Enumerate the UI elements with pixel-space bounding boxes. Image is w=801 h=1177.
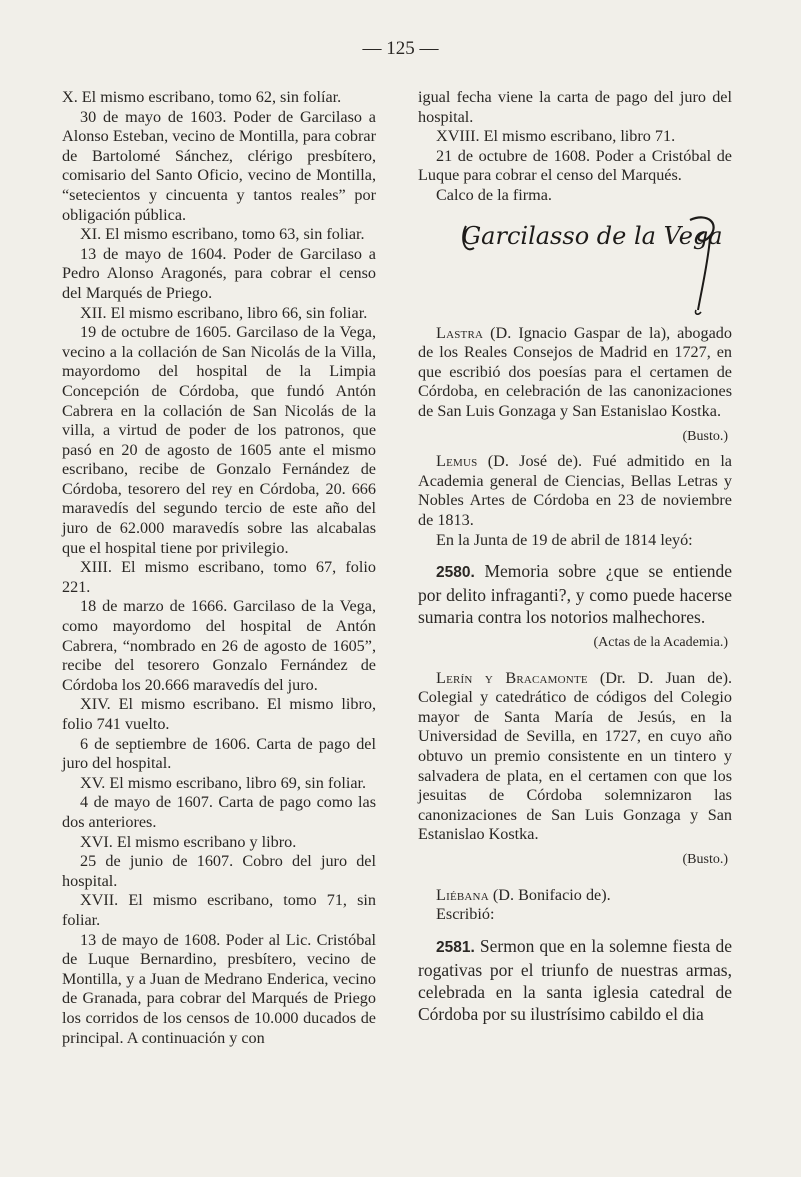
paragraph: 13 de mayo de 1604. Poder de Garcilaso a Pedro Alonso Aragonés, para cobrar el censo del Marqués de Priego. xyxy=(62,244,376,302)
paragraph: 18 de marzo de 1666. Garcilaso de la Vega, como mayordomo del hospital de Antón Cabrera, “nombrado en 26 de agosto de 1605”, recibe del tesorero Gonzalo Fernández de Córdoba los 20.666 maravedís del juro. xyxy=(62,597,376,694)
entry-liebana: Liébana (D. Bonifacio de). xyxy=(436,885,611,904)
paragraph: 4 de mayo de 1607. Carta de pago como las dos anteriores. xyxy=(62,793,376,831)
paragraph: 19 de octubre de 1605. Garcilaso de la Vega, vecino a la collación de San Nicolás de la Villa, mayordomo del hospital de la Limpia Concepción de Córdoba, que fundó Antón Cabrera en la collación de San Nicolás de la villa, a virtud de poder de los patronos, que pasó en 20 de agosto de 1605 ante el mismo escribano, recibe de Gonzalo Fernández de Córdoba, tesorero del rey en Córdoba, 20. 666 maravedís del segundo tercio de este año del juro de 62.000 maravedís sobre las alcabalas que el hospital tiene por privilegio. xyxy=(62,323,376,557)
entry-2581: 2581. Sermon que en la solemne fiesta de rogativas por el triunfo de nuestras armas, celebrada en la santa iglesia catedral de Córdoba por su ilustrísimo cabildo el dia xyxy=(418,935,732,1024)
author-name: Liébana xyxy=(436,885,489,904)
entry-lemus: Lemus (D. José de). Fué admitido en la Academia general de Ciencias, Bellas Letras y Nobles Artes de Córdoba en 23 de noviembre de 1813. xyxy=(418,452,732,529)
paragraph: XIV. El mismo escribano. El mismo libro, folio 741 vuelto. xyxy=(62,695,376,733)
paragraph: 13 de mayo de 1608. Poder al Lic. Cristóbal de Luque Bernardino, presbítero, vecino de Montilla, y a Juan de Medrano Enderica, vecino de Granada, para cobrar del Marqués de Priego los corridos de los censos de 10.000 ducados de principal. A continuación y con xyxy=(62,930,376,1047)
signature-tracing xyxy=(418,210,732,318)
paragraph: XIII. El mismo escribano, tomo 67, folio 221. xyxy=(62,558,376,596)
entry-2580: 2580. Memoria sobre ¿que se entiende por delito infraganti?, y como puede hacerse sumaria contra los notorios malhechores. xyxy=(418,561,732,628)
author-name: Lemus xyxy=(436,452,478,471)
paragraph: XVI. El mismo escribano y libro. xyxy=(80,832,297,851)
signature-drawing xyxy=(458,210,738,318)
paragraph: XII. El mismo escribano, libro 66, sin foliar. xyxy=(80,303,368,322)
paragraph: XVIII. El mismo escribano, libro 71. xyxy=(436,127,676,146)
entry-number: 2580. xyxy=(436,564,475,582)
author-name: Lerín y Bracamonte xyxy=(436,668,588,687)
svg-text:Garcilasso de la Vega: Garcilasso de la Vega xyxy=(462,221,723,250)
source-note: (Actas de la Academia.) xyxy=(593,635,728,651)
entry-lerin: Lerín y Bracamonte (Dr. D. Juan de). Colegial y catedrático de códigos del Colegio mayor de Santa María de Jesús, en la Universidad de Sevilla, en 1727, en cuyo año obtuvo un premio consistente en un tintero y salvadera de plata, en el certamen con que los jesuitas de Córdoba solemnizaron las canonizaciones de San Luis Gonzaga y San Estanislao Kostka. xyxy=(418,668,733,844)
paragraph: igual fecha viene la carta de pago del juro del hospital. xyxy=(418,88,732,126)
paragraph: XV. El mismo escribano, libro 69, sin foliar. xyxy=(80,773,367,792)
paragraph: Escribió: xyxy=(436,905,495,924)
author-name: Lastra xyxy=(436,323,484,342)
paragraph: 30 de mayo de 1603. Poder de Garcilaso a Alonso Esteban, vecino de Montilla, para cobrar de Bartolomé Sánchez, clérigo presbítero, comisario del Santo Oficio, vecino de Montilla, “setecientos y cincuenta y tantos reales” por obligación pública. xyxy=(62,107,376,224)
source-note: (Busto.) xyxy=(682,428,728,444)
entry-lastra: Lastra (D. Ignacio Gaspar de la), abogado de los Reales Consejos de Madrid en 1727, en que escribió dos poesías para el certamen de Córdoba, en celebración de las canonizaciones de San Luis Gonzaga y San Estanislao Kostka. xyxy=(418,323,732,420)
paragraph: XI. El mismo escribano, tomo 63, sin foliar. xyxy=(80,225,365,244)
paragraph: En la Junta de 19 de abril de 1814 leyó: xyxy=(436,530,693,549)
paragraph: 6 de septiembre de 1606. Carta de pago del juro del hospital. xyxy=(62,734,376,773)
paragraph: Calco de la firma. xyxy=(436,185,552,204)
page-number: — 125 — xyxy=(362,38,439,59)
paragraph: 21 de octubre de 1608. Poder a Cristóbal de Luque para cobrar el censo del Marqués. xyxy=(418,146,732,185)
left-column xyxy=(62,88,376,1048)
source-note: (Busto.) xyxy=(682,852,728,868)
paragraph: 25 de junio de 1607. Cobro del juro del hospital. xyxy=(62,852,376,890)
paragraph: X. El mismo escribano, tomo 62, sin folíar. xyxy=(62,88,342,106)
entry-number: 2581. xyxy=(436,938,475,956)
right-column xyxy=(418,88,732,1025)
paragraph: XVII. El mismo escribano, tomo 71, sin foliar. xyxy=(62,891,376,929)
